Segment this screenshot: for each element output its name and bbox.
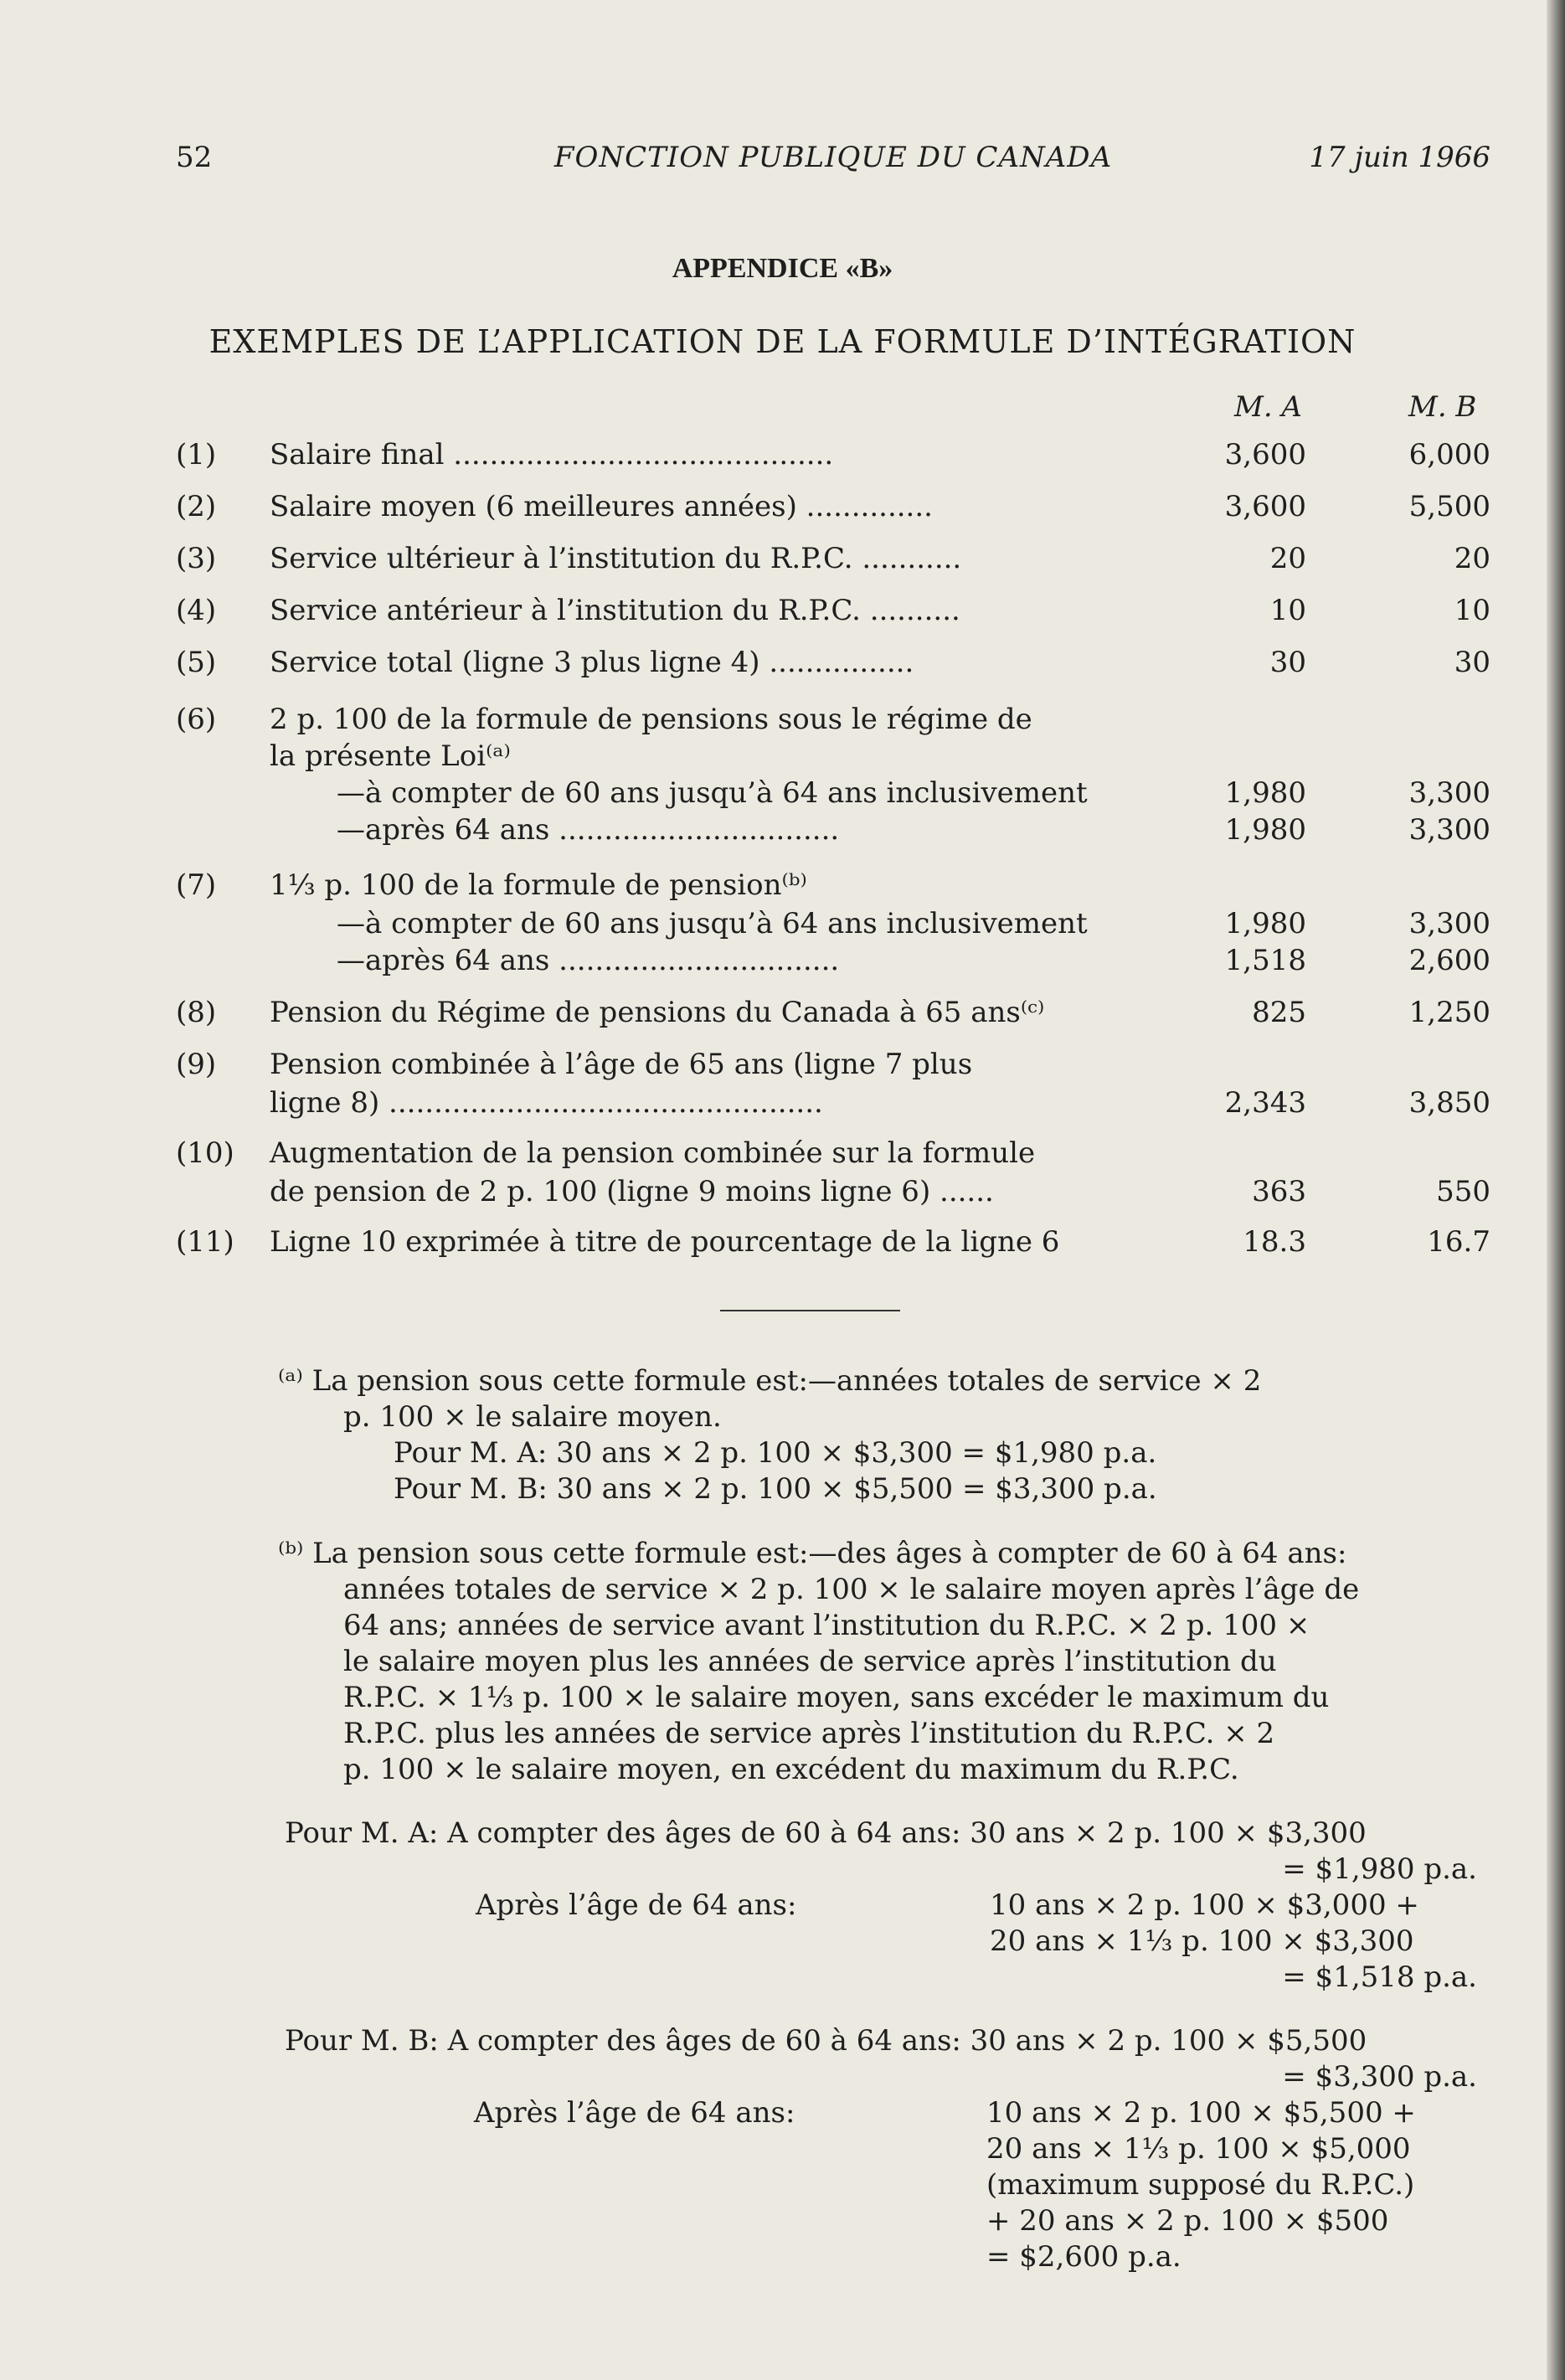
row-label: la présente Loi⁽ᵃ⁾ — [270, 739, 511, 773]
value-a: 1,980 — [1224, 776, 1306, 810]
row-label: Augmentation de la pension combinée sur la formule — [270, 1136, 1036, 1170]
value-b: 16.7 — [1427, 1225, 1490, 1259]
value-a: 363 — [1252, 1175, 1306, 1208]
value-b: 2,600 — [1408, 944, 1490, 977]
row-label: 2 p. 100 de la formule de pensions sous le régime de — [270, 703, 1032, 736]
page-number: 52 — [176, 141, 213, 174]
value-a: 30 — [1269, 646, 1306, 679]
row-label: —après 64 ans ............................... — [337, 944, 840, 977]
value-b: 1,250 — [1408, 996, 1490, 1029]
footnote-line: p. 100 × le salaire moyen, en excédent du maximum du R.P.C. — [343, 1753, 1239, 1786]
row-label: Service ultérieur à l’institution du R.P.C. ........... — [270, 542, 962, 575]
running-title: FONCTION PUBLIQUE DU CANADA — [553, 141, 1113, 174]
footnote-line: Pour M. B: 30 ans × 2 p. 100 × $5,500 = $3,300 p.a. — [394, 1472, 1157, 1506]
column-header-a: M. A — [1234, 390, 1302, 424]
row-label: 1⅓ p. 100 de la formule de pension⁽ᵇ⁾ — [270, 868, 807, 902]
value-a: 20 — [1269, 542, 1306, 575]
value-b: 550 — [1436, 1175, 1490, 1208]
value-a: 2,343 — [1224, 1086, 1306, 1120]
calc-line: = $3,300 p.a. — [1282, 2060, 1477, 2094]
footnote-line: R.P.C. plus les années de service après l’institution du R.P.C. × 2 — [343, 1717, 1275, 1750]
value-a: 1,518 — [1224, 944, 1306, 977]
row-number: (11) — [176, 1225, 234, 1259]
footnote-separator — [720, 1310, 900, 1311]
value-a: 3,600 — [1224, 490, 1306, 523]
row-number: (3) — [176, 542, 217, 575]
value-b: 3,300 — [1408, 813, 1490, 847]
calc-line: 20 ans × 1⅓ p. 100 × $5,000 — [986, 2132, 1411, 2166]
row-label: ligne 8) ................................................ — [270, 1086, 823, 1120]
value-b: 6,000 — [1408, 438, 1490, 471]
value-a: 3,600 — [1224, 438, 1306, 471]
value-b: 5,500 — [1408, 490, 1490, 523]
row-label: Ligne 10 exprimée à titre de pourcentage de la ligne 6 — [270, 1225, 1060, 1259]
row-number: (1) — [176, 438, 217, 471]
value-a: 825 — [1252, 996, 1306, 1029]
row-label: Salaire final .......................................... — [270, 438, 834, 471]
row-number: (9) — [176, 1048, 217, 1081]
row-label: —après 64 ans ............................... — [337, 813, 840, 847]
row-number: (4) — [176, 594, 217, 627]
value-b: 20 — [1454, 542, 1490, 575]
calc-line: = $2,600 p.a. — [986, 2240, 1181, 2274]
row-number: (8) — [176, 996, 217, 1029]
value-a: 10 — [1269, 594, 1306, 627]
value-b: 30 — [1454, 646, 1490, 679]
calc-after-label: Après l’âge de 64 ans: — [476, 1888, 797, 1922]
row-label: —à compter de 60 ans jusqu’à 64 ans inclusivement — [337, 907, 1088, 940]
footnote-line: p. 100 × le salaire moyen. — [343, 1400, 722, 1434]
calc-line: Pour M. B: A compter des âges de 60 à 64 ans: 30 ans × 2 p. 100 × $5,500 — [285, 2024, 1367, 2058]
footnote-line: ⁽ᵇ⁾ La pension sous cette formule est:—des âges à compter de 60 à 64 ans: — [278, 1537, 1347, 1570]
row-number: (10) — [176, 1136, 234, 1170]
row-label: Salaire moyen (6 meilleures années) .............. — [270, 490, 933, 523]
row-number: (7) — [176, 868, 217, 902]
footnote-b — [278, 1536, 1490, 1788]
calc-line: Pour M. A: A compter des âges de 60 à 64 ans: 30 ans × 2 p. 100 × $3,300 — [285, 1816, 1367, 1850]
row-label: de pension de 2 p. 100 (ligne 9 moins ligne 6) ...... — [270, 1175, 994, 1208]
calc-after-label: Après l’âge de 64 ans: — [474, 2096, 795, 2130]
value-b: 3,850 — [1408, 1086, 1490, 1120]
row-number: (2) — [176, 490, 217, 523]
value-b: 10 — [1454, 594, 1490, 627]
footnote-line: R.P.C. × 1⅓ p. 100 × le salaire moyen, sans excéder le maximum du — [343, 1681, 1330, 1714]
calc-line: = $1,518 p.a. — [1282, 1960, 1477, 1994]
column-header-b: M. B — [1408, 390, 1477, 424]
row-label: Service antérieur à l’institution du R.P.C. .......... — [270, 594, 960, 627]
calc-line: (maximum supposé du R.P.C.) — [986, 2168, 1415, 2202]
row-label: Pension du Régime de pensions du Canada à 65 ans⁽ᶜ⁾ — [270, 996, 1045, 1029]
value-b: 3,300 — [1408, 907, 1490, 940]
value-a: 18.3 — [1243, 1225, 1306, 1259]
row-label: Service total (ligne 3 plus ligne 4) ................ — [270, 646, 914, 679]
appendix-title: APPENDICE «B» — [672, 253, 893, 284]
calc-line: 20 ans × 1⅓ p. 100 × $3,300 — [990, 1924, 1414, 1958]
footnote-line: le salaire moyen plus les années de service après l’institution du — [343, 1645, 1277, 1678]
section-subtitle: EXEMPLES DE L’APPLICATION DE LA FORMULE D’INTÉGRATION — [208, 323, 1357, 360]
footnote-line: 64 ans; années de service avant l’institution du R.P.C. × 2 p. 100 × — [343, 1609, 1310, 1642]
value-a: 1,980 — [1224, 813, 1306, 847]
footnote-line: Pour M. A: 30 ans × 2 p. 100 × $3,300 = $1,980 p.a. — [394, 1436, 1157, 1470]
header-date: 17 juin 1966 — [1309, 141, 1490, 174]
footnote-line: ⁽ᵃ⁾ La pension sous cette formule est:—années totales de service × 2 — [278, 1364, 1262, 1398]
calc-line: 10 ans × 2 p. 100 × $5,500 + — [986, 2096, 1416, 2130]
row-label: Pension combinée à l’âge de 65 ans (ligne 7 plus — [270, 1048, 973, 1081]
row-number: (6) — [176, 703, 217, 736]
footnote-a — [278, 1363, 1490, 1507]
value-b: 3,300 — [1408, 776, 1490, 810]
calc-line: 10 ans × 2 p. 100 × $3,000 + — [990, 1888, 1419, 1922]
row-label: —à compter de 60 ans jusqu’à 64 ans inclusivement — [337, 776, 1088, 810]
calc-line: + 20 ans × 2 p. 100 × $500 — [986, 2204, 1389, 2238]
calc-line: = $1,980 p.a. — [1282, 1852, 1477, 1886]
row-number: (5) — [176, 646, 217, 679]
footnote-line: années totales de service × 2 p. 100 × le salaire moyen après l’âge de — [343, 1573, 1360, 1606]
value-a: 1,980 — [1224, 907, 1306, 940]
